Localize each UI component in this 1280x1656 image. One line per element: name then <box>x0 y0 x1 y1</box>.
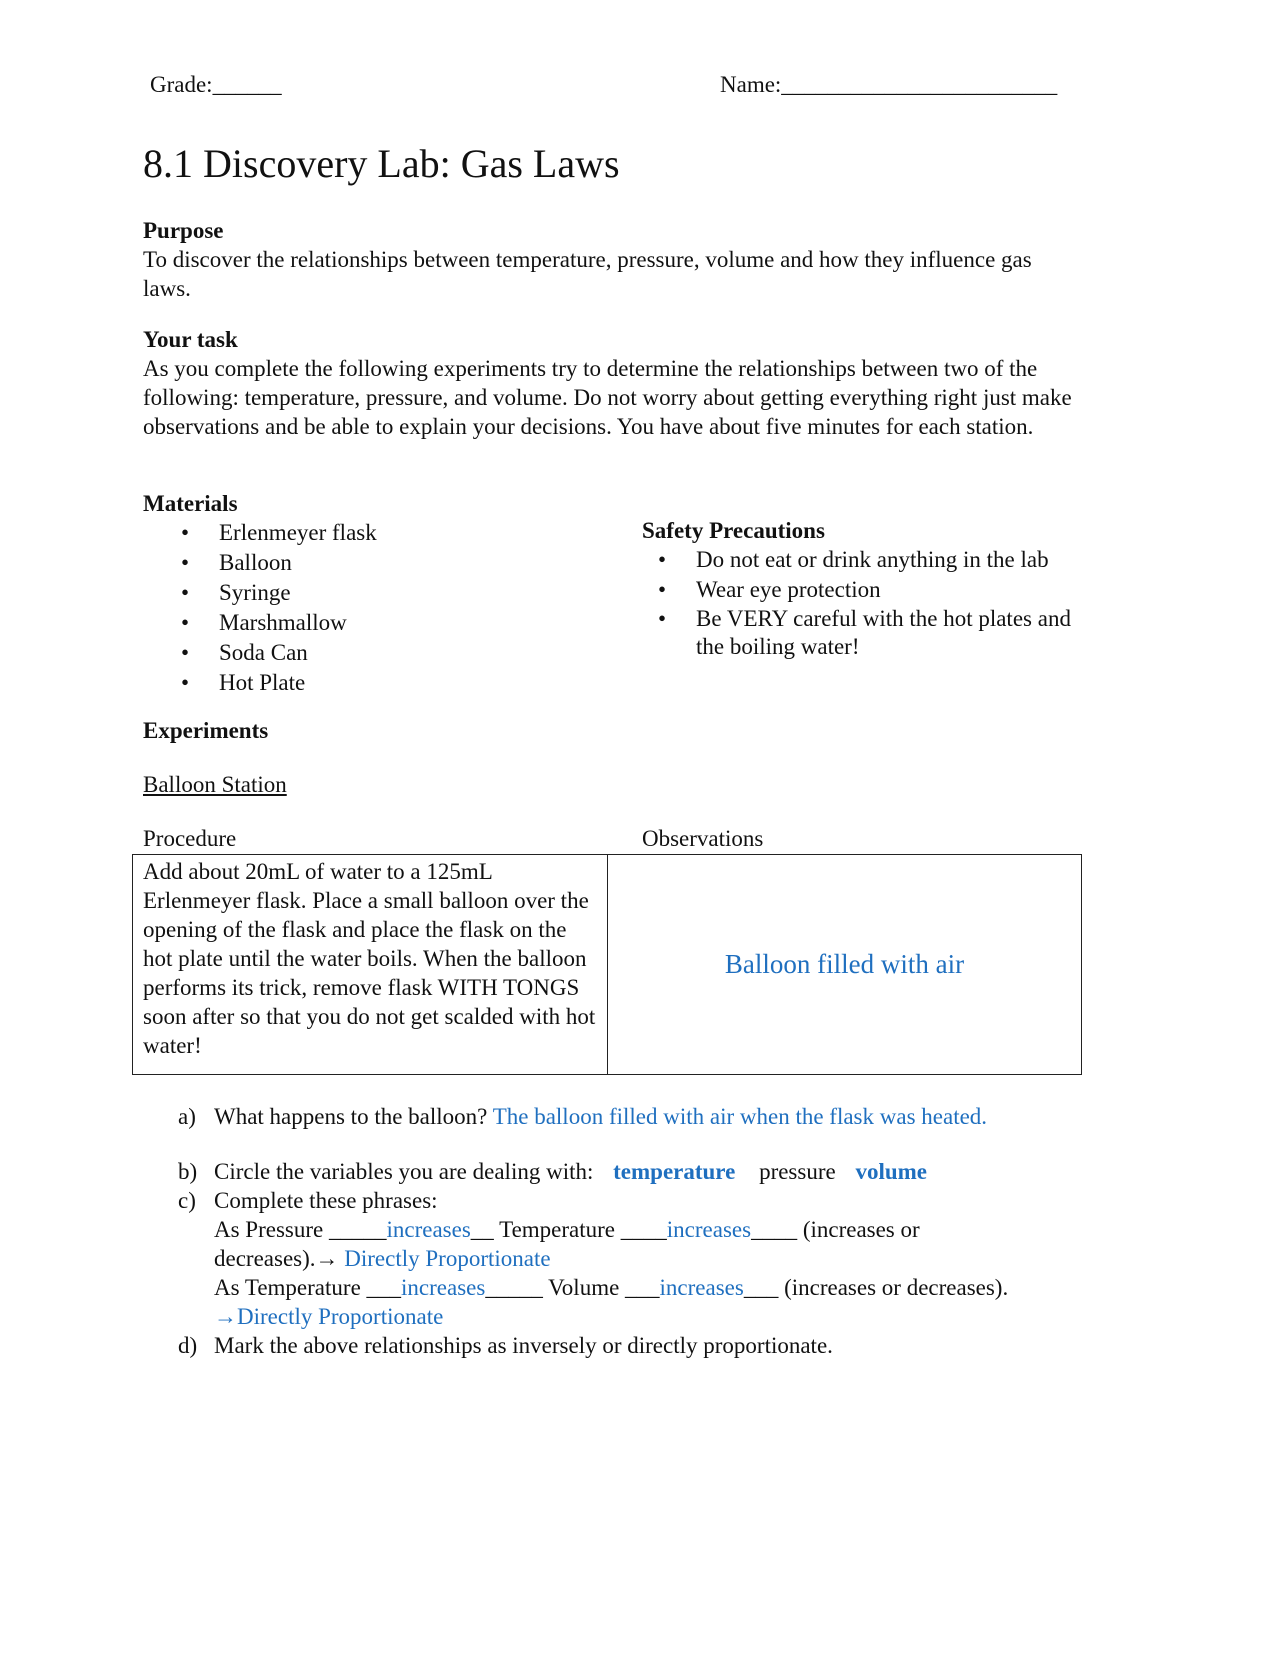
question-label: b) <box>178 1159 198 1184</box>
question-b <box>178 1157 1138 1186</box>
station-title: Balloon Station <box>143 772 287 797</box>
answer-text: →Directly Proportionate <box>214 1304 444 1329</box>
question-a <box>178 1102 1138 1131</box>
list-item: • Balloon <box>143 548 563 578</box>
phrase-text: As Pressure _____ <box>214 1217 387 1242</box>
question-label: c) <box>178 1188 196 1213</box>
observation-cell <box>608 855 1082 1075</box>
materials-section <box>143 489 563 698</box>
questions-section <box>178 1102 1138 1360</box>
variable-volume: volume <box>855 1159 928 1184</box>
phrase-text: decreases).→ <box>214 1246 345 1271</box>
answer-text: Directly Proportionate <box>344 1246 551 1271</box>
question-d <box>178 1331 1138 1360</box>
list-item: • Erlenmeyer flask <box>143 518 563 548</box>
materials-heading: Materials <box>143 491 238 516</box>
phrase-line-1 <box>178 1215 1138 1244</box>
question-c <box>178 1186 1138 1215</box>
list-item: • Be VERY careful with the hot plates and the boiling water! <box>620 605 1072 661</box>
task-heading: Your task <box>143 327 238 352</box>
phrase-text: As Temperature ___ <box>214 1275 402 1300</box>
observations-label: Observations <box>642 826 764 851</box>
name-field: Name:________________________ <box>720 72 1058 97</box>
phrase-text: _____ Volume ___ <box>485 1275 660 1300</box>
question-text: What happens to the balloon? <box>214 1104 493 1129</box>
experiments-heading: Experiments <box>143 718 269 743</box>
purpose-text: To discover the relationships between temperature, pressure, volume and how they influence gas laws. <box>143 247 1032 301</box>
list-item: • Marshmallow <box>143 608 563 638</box>
answer-text: increases <box>666 1217 752 1242</box>
grade-field: Grade:______ <box>150 72 282 97</box>
phrase-line-3 <box>178 1273 1138 1302</box>
phrase-line-2 <box>178 1244 1138 1273</box>
task-section <box>143 325 1083 441</box>
answer-text: The balloon filled with air when the flask was heated. <box>492 1104 988 1129</box>
purpose-section <box>143 216 1083 303</box>
answer-text: increases <box>386 1217 471 1242</box>
phrase-line-4 <box>178 1302 1138 1331</box>
task-text: As you complete the following experiments try to determine the relationships between two of the following: temperature, pressure, and volume. Do not worry about getting everything right just make observations and be able to explain your decisions. You have about five minutes for each station. <box>143 356 1072 439</box>
question-label: a) <box>178 1104 196 1129</box>
balloon-station-table <box>132 854 1082 1075</box>
question-text: Complete these phrases: <box>214 1188 438 1213</box>
list-item: • Do not eat or drink anything in the lab <box>620 545 1072 575</box>
procedure-text: Add about 20mL of water to a 125mL Erlenmeyer flask. Place a small balloon over the opening of the flask and place the flask on the hot plate until the water boils. When the balloon performs its trick, remove flask WITH TONGS soon after so that you do not get scalded with hot water! <box>143 859 596 1058</box>
phrase-text: ____ (increases or <box>751 1217 920 1242</box>
list-item: • Soda Can <box>143 638 563 668</box>
answer-text: increases <box>401 1275 486 1300</box>
variable-pressure: pressure <box>759 1159 836 1184</box>
materials-list <box>143 518 563 698</box>
safety-heading: Safety Precautions <box>642 518 825 543</box>
answer-text: increases <box>659 1275 744 1300</box>
phrase-text: __ Temperature ____ <box>470 1217 667 1242</box>
variable-temperature: temperature <box>613 1159 736 1184</box>
safety-section <box>642 516 1072 661</box>
purpose-heading: Purpose <box>143 218 224 243</box>
question-text: Mark the above relationships as inversely or directly proportionate. <box>214 1333 833 1358</box>
safety-list <box>620 545 1072 661</box>
question-text: Circle the variables you are dealing with: <box>214 1159 594 1184</box>
procedure-label: Procedure <box>143 826 237 851</box>
list-item: • Syringe <box>143 578 563 608</box>
list-item: • Hot Plate <box>143 668 563 698</box>
page-title: 8.1 Discovery Lab: Gas Laws <box>143 141 620 186</box>
phrase-text: ___ (increases or decreases). <box>743 1275 1009 1300</box>
procedure-cell <box>133 855 608 1075</box>
list-item: • Wear eye protection <box>620 575 1072 605</box>
question-label: d) <box>178 1333 198 1358</box>
observation-answer: Balloon filled with air <box>724 949 965 979</box>
